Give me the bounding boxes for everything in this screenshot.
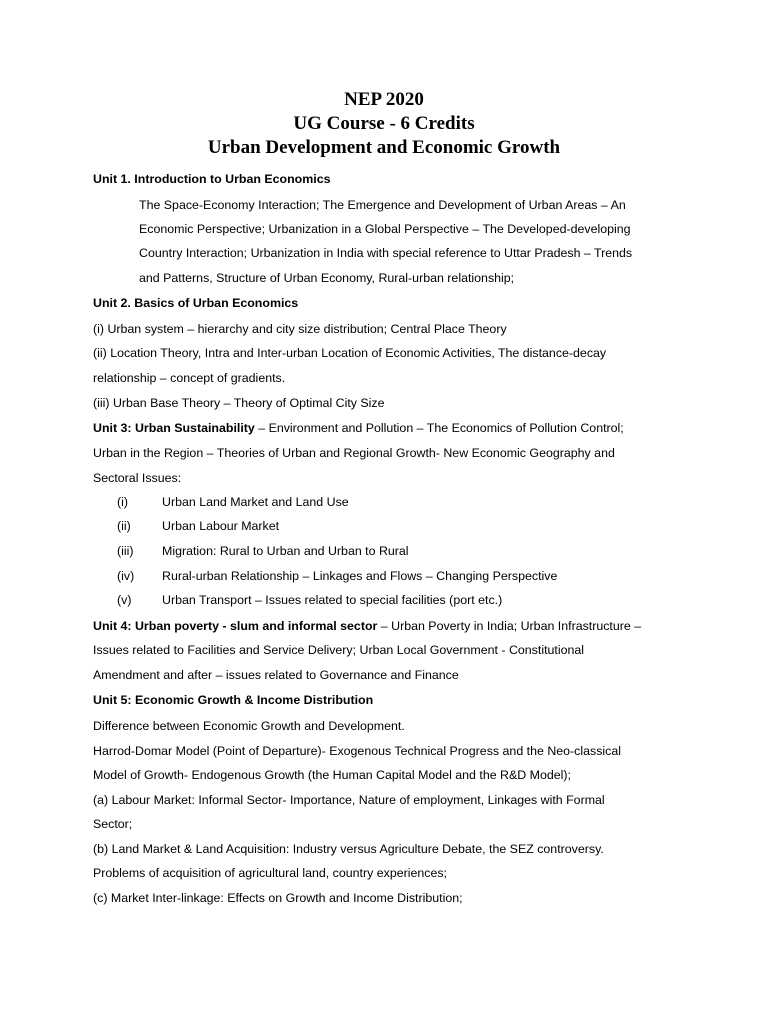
- doc-title-subject: Urban Development and Economic Growth: [207, 137, 561, 158]
- unit3-heading-rest: – Environment and Pollution – The Economics of Pollution Control;: [254, 421, 624, 435]
- unit5-line: Problems of acquisition of agricultural land, country experiences;: [93, 866, 448, 880]
- unit4-line: Amendment and after – issues related to Governance and Finance: [93, 668, 459, 682]
- unit2-line: relationship – concept of gradients.: [93, 371, 286, 385]
- unit5-line: (a) Labour Market: Informal Sector- Importance, Nature of employment, Linkages with Formal: [93, 793, 605, 807]
- unit4-heading-rest: – Urban Poverty in India; Urban Infrastructure –: [377, 619, 642, 633]
- unit3-item-number: (iii): [117, 544, 134, 558]
- unit2-heading: Unit 2. Basics of Urban Economics: [93, 296, 299, 310]
- unit2-line: (ii) Location Theory, Intra and Inter-urban Location of Economic Activities, The distance-decay: [93, 346, 607, 360]
- unit1-line: and Patterns, Structure of Urban Economy, Rural-urban relationship;: [139, 271, 515, 285]
- unit4-heading: Unit 4: Urban poverty - slum and informal sector: [93, 619, 378, 633]
- unit3-item-text: Urban Labour Market: [162, 519, 280, 533]
- unit3-item-number: (ii): [117, 519, 131, 533]
- doc-title-course: UG Course - 6 Credits: [293, 113, 475, 134]
- unit5-line: Harrod-Domar Model (Point of Departure)- Exogenous Technical Progress and the Neo-classical: [93, 744, 621, 758]
- unit5-line: (c) Market Inter-linkage: Effects on Growth and Income Distribution;: [93, 891, 463, 905]
- unit2-line: (iii) Urban Base Theory – Theory of Optimal City Size: [93, 396, 385, 410]
- unit5-heading: Unit 5: Economic Growth & Income Distribution: [93, 693, 374, 707]
- unit1-line: The Space-Economy Interaction; The Emergence and Development of Urban Areas – An: [139, 198, 626, 212]
- unit3-line: Urban in the Region – Theories of Urban and Regional Growth- New Economic Geography and: [93, 446, 615, 460]
- unit3-heading: Unit 3: Urban Sustainability: [93, 421, 255, 435]
- doc-title-nep: NEP 2020: [344, 89, 424, 110]
- unit3-item-text: Urban Land Market and Land Use: [162, 495, 349, 509]
- unit5-line: Sector;: [93, 817, 133, 831]
- unit3-item-number: (i): [117, 495, 129, 509]
- unit3-line: Sectoral Issues:: [93, 471, 182, 485]
- unit3-item-text: Migration: Rural to Urban and Urban to Rural: [162, 544, 409, 558]
- unit3-item-text: Urban Transport – Issues related to special facilities (port etc.): [162, 593, 503, 607]
- unit3-item-number: (v): [117, 593, 132, 607]
- unit3-heading-line: [93, 420, 624, 436]
- unit3-item-text: Rural-urban Relationship – Linkages and Flows – Changing Perspective: [162, 569, 558, 583]
- unit2-line: (i) Urban system – hierarchy and city size distribution; Central Place Theory: [93, 322, 507, 336]
- unit5-line: Model of Growth- Endogenous Growth (the Human Capital Model and the R&D Model);: [93, 768, 571, 782]
- unit1-line: Economic Perspective; Urbanization in a Global Perspective – The Developed-developing: [139, 222, 631, 236]
- unit1-line: Country Interaction; Urbanization in India with special reference to Uttar Pradesh – Trends: [139, 246, 633, 260]
- unit5-line: (b) Land Market & Land Acquisition: Industry versus Agriculture Debate, the SEZ controversy.: [93, 842, 604, 856]
- unit5-line: Difference between Economic Growth and Development.: [93, 719, 405, 733]
- unit4-heading-line: [93, 618, 641, 634]
- unit3-item-number: (iv): [117, 569, 135, 583]
- unit1-heading: Unit 1. Introduction to Urban Economics: [93, 172, 331, 186]
- unit4-line: Issues related to Facilities and Service Delivery; Urban Local Government - Constitutional: [93, 643, 585, 657]
